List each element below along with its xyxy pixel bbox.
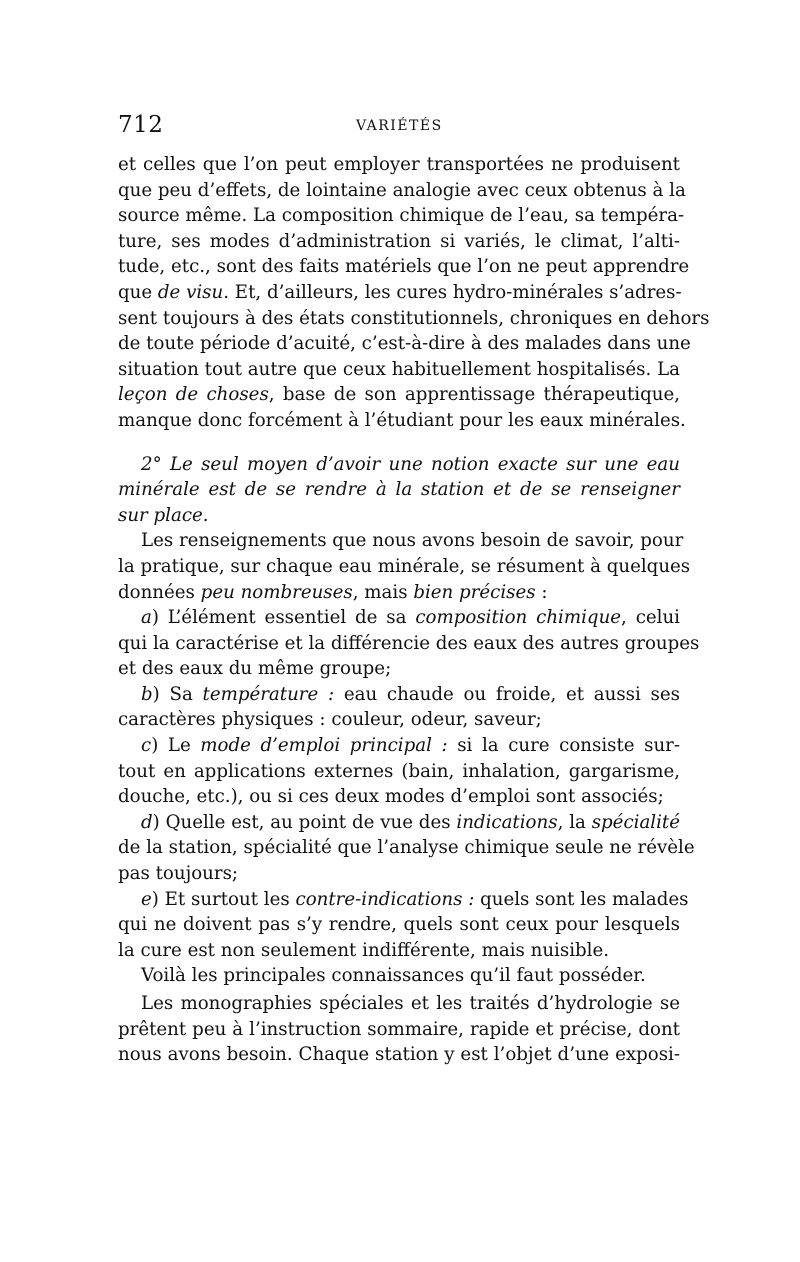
- text-segment: et des eaux du même groupe;: [118, 658, 392, 680]
- text-line: [118, 991, 680, 1017]
- text-segment: quels sont les malades: [474, 888, 689, 910]
- text-line: [118, 152, 680, 178]
- text-segment: qui ne doivent pas s’y rendre, quels sont ceux pour lesquels: [118, 914, 680, 936]
- text-line: [118, 408, 686, 434]
- text-line: [118, 528, 684, 554]
- text-line: [118, 229, 680, 255]
- text-line: [118, 554, 691, 580]
- text-line: [118, 1042, 680, 1068]
- paragraph-information-needed: [118, 528, 691, 605]
- text-segment: et celles que l’on peut employer transportées ne produisent: [118, 154, 680, 175]
- italic-text: de visu: [157, 281, 224, 303]
- list-item-b-temperature: [118, 682, 680, 733]
- text-segment: douche, etc.), ou si ces deux modes d’emploi sont associés;: [118, 786, 664, 808]
- list-item-d-indications: [118, 810, 695, 887]
- text-segment: Voilà les principales connaissances qu’il faut posséder.: [141, 965, 646, 987]
- text-line: [118, 331, 691, 357]
- text-segment: ) Le: [151, 735, 201, 757]
- italic-text: e: [141, 888, 152, 910]
- text-segment: la cure est non seulement indifférente, mais nuisible.: [118, 939, 610, 961]
- text-segment: manque donc forcément à l’étudiant pour les eaux minérales.: [118, 409, 686, 431]
- heading-line: sur place.: [118, 504, 209, 526]
- text-segment: que: [118, 281, 158, 303]
- text-segment: , celui: [621, 607, 680, 629]
- text-segment: données: [118, 581, 201, 603]
- text-line: [118, 254, 690, 280]
- text-segment: de la station, spécialité que l’analyse chimique seule ne révèle: [118, 837, 695, 859]
- page-body: [118, 152, 710, 1068]
- text-segment: tude, etc., sont des faits matériels que l’on ne peut apprendre: [118, 256, 690, 278]
- text-segment: prêtent peu à l’instruction sommaire, rapide et précise, dont: [118, 1018, 680, 1040]
- italic-text: c: [141, 735, 152, 757]
- paragraph-main-knowledge: [118, 963, 680, 989]
- text-segment: de toute période d’acuité, c’est-à-dire à des malades dans une: [118, 333, 691, 355]
- text-line: [118, 938, 680, 964]
- text-line: [118, 357, 680, 383]
- italic-text: b: [141, 683, 153, 705]
- text-segment: , la: [557, 811, 592, 833]
- italic-text: a: [141, 607, 152, 629]
- heading-line: 2° Le seul moyen d’avoir une notion exacte sur une eau: [141, 453, 680, 475]
- text-segment: , base de son apprentissage thérapeutique,: [268, 384, 680, 406]
- text-segment: Les renseignements que nous avons besoin de savoir, pour: [141, 530, 684, 552]
- heading-line: minérale est de se rendre à la station et de se renseigner: [118, 479, 680, 501]
- section-heading-2: [118, 452, 680, 529]
- page-header: [118, 112, 680, 146]
- text-line: [118, 382, 680, 408]
- text-segment: :: [535, 581, 548, 603]
- text-line: [118, 963, 680, 989]
- text-segment: Les monographies spéciales et les traités d’hydrologie se: [141, 993, 680, 1014]
- text-segment: si la cure consiste sur-: [447, 735, 681, 757]
- text-segment: . Et, d’ailleurs, les cures hydro-minérales s’adres-: [223, 281, 682, 303]
- paragraph-transport-waters: [118, 152, 710, 434]
- text-segment: eau chaude ou froide, et aussi ses: [334, 683, 680, 705]
- text-segment: pas toujours;: [118, 863, 239, 885]
- list-item-e-contra-indications: [118, 887, 689, 964]
- text-segment: la pratique, sur chaque eau minérale, se résument à quelques: [118, 555, 691, 577]
- italic-text: bien précises: [413, 581, 536, 603]
- running-title: VARIÉTÉS: [356, 118, 443, 134]
- italic-text: composition chimique: [415, 607, 622, 629]
- text-segment: qui la caractérise et la différencie des eaux des autres groupes: [118, 632, 700, 654]
- italic-text: d: [141, 811, 153, 833]
- text-segment: ) L’élément essentiel de sa: [151, 607, 416, 629]
- text-segment: ture, ses modes d’administration si variés, le climat, l’alti-: [118, 230, 680, 252]
- text-line: [118, 887, 689, 913]
- text-segment: , mais: [352, 581, 414, 603]
- text-line: [118, 656, 680, 682]
- italic-text: contre-indications :: [295, 888, 475, 910]
- text-line: [118, 810, 680, 836]
- text-segment: source même. La composition chimique de l’eau, sa tempéra-: [118, 205, 685, 227]
- text-line: [118, 707, 680, 733]
- text-line: [118, 203, 685, 229]
- italic-text: température :: [202, 683, 335, 705]
- text-line: [118, 912, 680, 938]
- text-segment: ) Et surtout les: [151, 888, 296, 910]
- text-segment: sent toujours à des états constitutionnels, chroniques en dehors: [118, 307, 710, 329]
- italic-text: mode d’emploi principal :: [200, 735, 448, 757]
- text-line: [118, 631, 700, 657]
- text-line: [118, 580, 680, 606]
- list-item-a-chemical-composition: [118, 605, 700, 682]
- text-line: [118, 306, 710, 332]
- list-item-c-mode-of-use: [118, 733, 680, 810]
- text-line: [118, 682, 680, 708]
- text-segment: que peu d’effets, de lointaine analogie avec ceux obtenus à la: [118, 179, 686, 201]
- italic-text: leçon de choses: [118, 384, 269, 406]
- text-line: [118, 280, 680, 306]
- text-segment: tout en applications externes (bain, inhalation, gargarisme,: [118, 760, 680, 782]
- italic-text: spécialité: [591, 811, 680, 833]
- text-line: [118, 1017, 680, 1043]
- text-line: [118, 733, 680, 759]
- italic-text: peu nombreuses: [200, 581, 353, 603]
- text-line: [118, 835, 695, 861]
- italic-text: indications: [456, 811, 558, 833]
- page-number: 712: [118, 112, 164, 138]
- text-segment: ) Sa: [152, 683, 203, 705]
- text-line: [118, 605, 680, 631]
- text-segment: ) Quelle est, au point de vue des: [152, 811, 457, 833]
- text-segment: caractères physiques : couleur, odeur, saveur;: [118, 709, 542, 731]
- text-line: [118, 861, 680, 887]
- text-segment: nous avons besoin. Chaque station y est l’objet d’une exposi-: [118, 1044, 680, 1066]
- paragraph-monographs: [118, 991, 680, 1068]
- text-line: [118, 784, 680, 810]
- text-segment: situation tout autre que ceux habituellement hospitalisés. La: [118, 358, 680, 380]
- text-line: [118, 178, 686, 204]
- text-line: [118, 759, 680, 785]
